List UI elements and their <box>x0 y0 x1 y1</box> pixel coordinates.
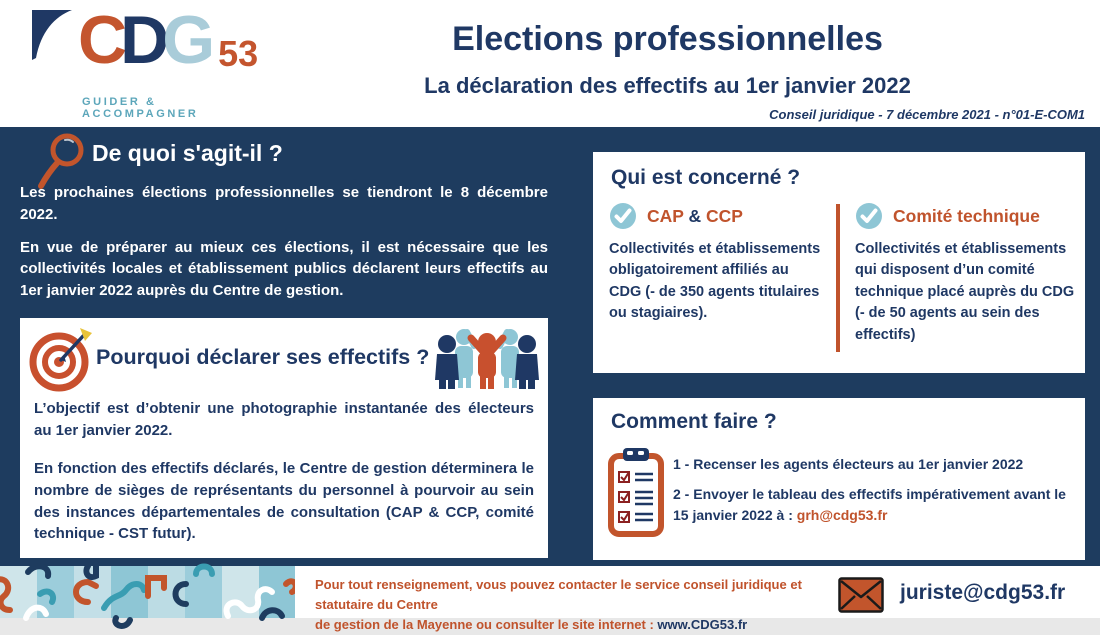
logo-letter-c: C <box>78 2 121 78</box>
who-column-cap-ccp <box>609 202 821 325</box>
grh-email-link[interactable]: grh@cdg53.fr <box>796 506 888 523</box>
what-paragraph-2: En vue de préparer au mieux ces élections, il est nécessaire que les collectivités locales et établissement publics déclarent leurs effectifs au 1er janvier 2022 auprès du Centre de gestion. <box>20 238 548 299</box>
page-title: Elections professionnelles <box>452 20 883 58</box>
logo-tagline: GUIDER & ACCOMPAGNER <box>82 96 199 120</box>
who-box-title: Qui est concerné ? <box>611 166 801 189</box>
footer-line-2-text: de gestion de la Mayenne ou consulter le site internet : <box>315 617 658 633</box>
clipboard-checklist-icon <box>607 446 665 538</box>
comite-heading: Comité technique <box>893 205 1040 226</box>
why-paragraph-2: En fonction des effectifs déclarés, le Centre de gestion déterminera le nombre de sièges de représentants du personnel à pourvoir au sein des instances départementales de consultation (CAP & CCP, comité technique - CST futur). <box>34 460 534 543</box>
cdg53-logo <box>20 4 260 124</box>
how-step-2 <box>673 484 1077 525</box>
how-to-box <box>593 398 1085 560</box>
ccp-label: CCP <box>706 205 743 226</box>
who-concerned-box <box>593 152 1085 373</box>
juriste-email-link[interactable]: juriste@cdg53.fr <box>900 581 1066 604</box>
comite-body: Collectivités et établissements qui disposent d’un comité technique placé auprès du CDG (- de 50 agents au sein des effectifs) <box>855 241 1075 343</box>
column-divider <box>836 204 840 352</box>
why-paragraph-1: L’objectif est d’obtenir une photographie instantanée des électeurs au 1er janvier 2022. <box>34 400 534 439</box>
logo-corner-swoosh <box>32 10 74 60</box>
cap-ccp-body: Collectivités et établissements obligatoirement affiliés au CDG (- de 350 agents titulaires ou stagiaires). <box>609 241 821 322</box>
page-subtitle: La déclaration des effectifs au 1er janvier 2022 <box>424 73 911 98</box>
cap-ccp-heading <box>647 206 743 227</box>
website-link[interactable]: www.CDG53.fr <box>657 617 748 633</box>
why-declare-box <box>20 318 548 558</box>
check-circle-icon <box>609 202 637 230</box>
header-title-block <box>250 20 1085 122</box>
section-what-title: De quoi s'agit-il ? <box>92 140 283 166</box>
cap-label: CAP <box>647 205 684 226</box>
check-circle-icon <box>855 202 883 230</box>
people-group-icon <box>434 324 540 390</box>
puzzle-pattern-deco <box>0 566 295 618</box>
target-arrow-icon <box>28 326 94 392</box>
how-step-1: 1 - Recenser les agents électeurs au 1er janvier 2022 <box>673 456 1024 472</box>
footer-contact-text <box>315 575 845 635</box>
footer-line-1: Pour tout renseignement, vous pouvez contacter le service conseil juridique et statutaire du Centre <box>315 577 802 613</box>
logo-number: 53 <box>218 33 259 74</box>
ampersand: & <box>688 205 702 226</box>
footer-line-2 <box>315 615 845 635</box>
logo-letter-g: G <box>162 2 209 78</box>
cap-ccp-heading-row <box>609 202 821 230</box>
envelope-icon <box>838 577 884 613</box>
why-box-title: Pourquoi déclarer ses effectifs ? <box>96 345 430 369</box>
how-step-2-text: 2 - Envoyer le tableau des effectifs impérativement avant le 15 janvier 2022 à : <box>673 486 1066 523</box>
edition-meta: Conseil juridique - 7 décembre 2021 - n°01-E-COM1 <box>769 107 1085 122</box>
what-paragraph-1: Les prochaines élections professionnelles se tiendront le 8 décembre 2022. <box>20 184 548 223</box>
section-what-text <box>20 182 548 313</box>
comite-heading-row <box>855 202 1075 230</box>
how-steps <box>673 454 1077 535</box>
who-column-comite <box>855 202 1075 346</box>
how-box-title: Comment faire ? <box>611 410 777 433</box>
logo-letters <box>78 2 259 78</box>
logo-letter-d: D <box>120 2 163 78</box>
